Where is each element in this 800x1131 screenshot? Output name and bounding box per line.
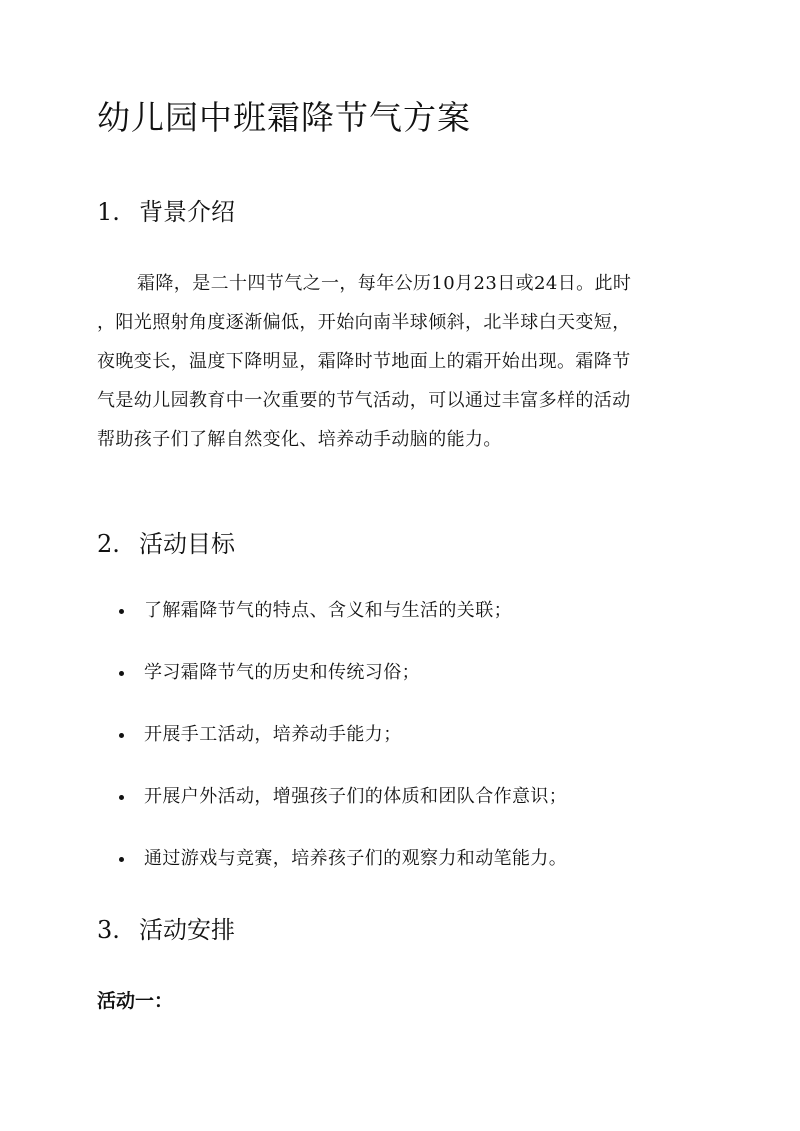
activity-one-label: 活动一： <box>97 990 174 1012</box>
section-title: 活动目标 <box>139 530 235 558</box>
paragraph-line: 帮助孩子们了解自然变化、培养动手动脑的能力。 <box>97 429 502 450</box>
section-number: 1. <box>97 198 120 226</box>
bullet-icon <box>119 671 124 676</box>
bullet-icon <box>119 733 124 738</box>
bullet-icon <box>119 609 124 614</box>
background-paragraph <box>97 264 727 459</box>
section-number: 2. <box>97 530 120 558</box>
section-title: 背景介绍 <box>139 198 235 226</box>
list-item-text: 开展手工活动，培养动手能力； <box>144 724 402 745</box>
list-item-text: 开展户外活动，增强孩子们的体质和团队合作意识； <box>144 786 568 807</box>
section-title: 活动安排 <box>139 916 235 944</box>
section-heading-schedule <box>97 914 235 946</box>
list-item-text: 了解霜降节气的特点、含义和与生活的关联； <box>144 600 512 621</box>
section-heading-background <box>97 196 235 228</box>
section-number: 3. <box>97 916 120 944</box>
bullet-icon <box>119 857 124 862</box>
list-item-text: 通过游戏与竞赛，培养孩子们的观察力和动笔能力。 <box>144 848 568 869</box>
paragraph-line: ，阳光照射角度逐渐偏低，开始向南半球倾斜，北半球白天变短， <box>97 312 631 333</box>
paragraph-line: 霜降，是二十四节气之一，每年公历10月23日或24日。此时 <box>137 273 632 294</box>
bullet-icon <box>119 795 124 800</box>
section-heading-goals <box>97 528 235 560</box>
paragraph-line: 气是幼儿园教育中一次重要的节气活动，可以通过丰富多样的活动 <box>97 390 631 411</box>
list-item-text: 学习霜降节气的历史和传统习俗； <box>144 662 420 683</box>
paragraph-line: 夜晚变长，温度下降明显，霜降时节地面上的霜开始出现。霜降节 <box>97 351 631 372</box>
document-title: 幼儿园中班霜降节气方案 <box>97 98 471 137</box>
